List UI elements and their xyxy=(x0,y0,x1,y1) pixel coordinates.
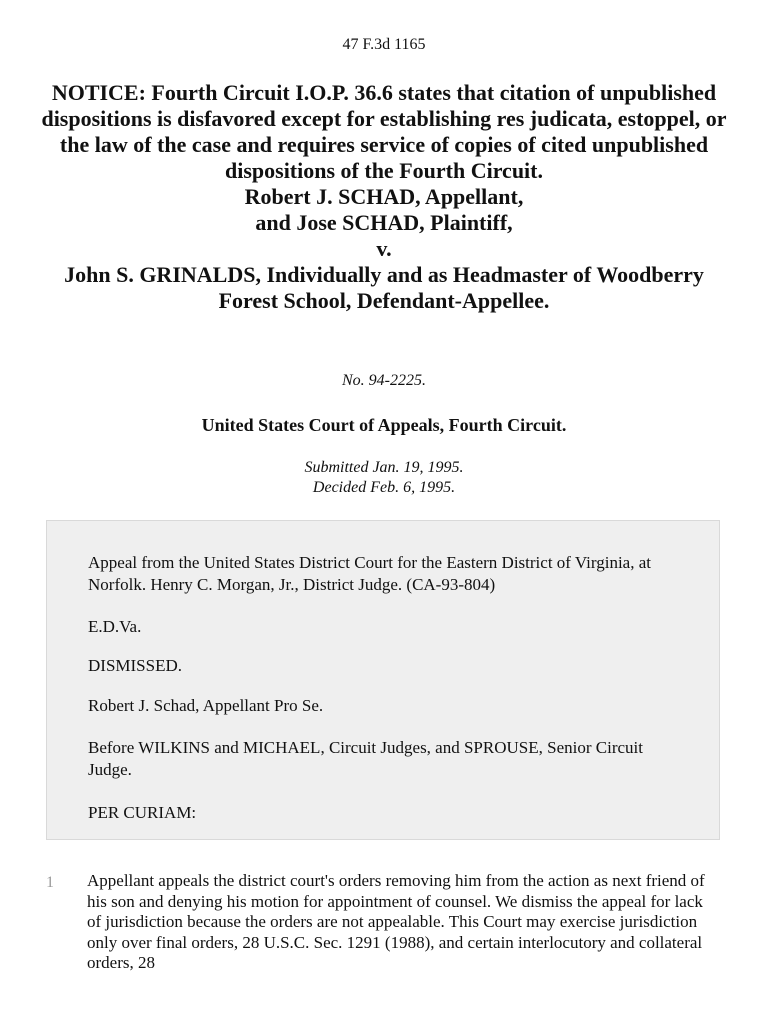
paragraph-text: Appellant appeals the district court's orders removing him from the action as next friend of his son and denying his motion for appointment of counsel. We dismiss the appeal for lack of jurisdiction because the orders are not appealable. This Court may exercise jurisdiction only over final orders, 28 U.S.C. Sec. 1291 (1988), and certain interlocutory and collateral orders, 28 xyxy=(87,871,705,972)
per-curiam-text: PER CURIAM: xyxy=(88,803,197,822)
panel-text: Before WILKINS and MICHAEL, Circuit Judges, and SPROUSE, Senior Circuit Judge. xyxy=(88,738,643,779)
docket-number: No. 94-2225. xyxy=(342,372,426,389)
party-defendant: John S. GRINALDS, Individually and as Headmaster of Woodberry Forest School, Defendant-Appellee. xyxy=(64,262,704,313)
decided-date: Decided Feb. 6, 1995. xyxy=(312,479,456,496)
paragraph-number: 1 xyxy=(46,874,54,891)
appeal-from-text: Appeal from the United States District Court for the Eastern District of Virginia, at Norfolk. Henry C. Morgan, Jr., District Judge. (CA-93-804) xyxy=(88,553,652,594)
decision-dates xyxy=(0,458,768,498)
case-summary-box xyxy=(46,520,720,840)
submitted-date: Submitted Jan. 19, 1995. xyxy=(304,459,464,476)
case-heading xyxy=(40,80,728,314)
counsel-text: Robert J. Schad, Appellant Pro Se. xyxy=(88,696,324,715)
disposition-text: DISMISSED. xyxy=(88,656,182,675)
reporter-citation: 47 F.3d 1165 xyxy=(342,36,426,53)
versus-marker: v. xyxy=(376,236,392,261)
court-name: United States Court of Appeals, Fourth Circuit. xyxy=(201,415,567,435)
party-plaintiff: and Jose SCHAD, Plaintiff, xyxy=(255,210,513,235)
unpublished-notice: NOTICE: Fourth Circuit I.O.P. 36.6 states that citation of unpublished dispositions is disfavored except for establishing res judicata, estoppel, or the law of the case and requires service of copies of cited unpublished dispositions of the Fourth Circuit. xyxy=(41,80,727,183)
district-text: E.D.Va. xyxy=(88,617,142,636)
party-appellant: Robert J. SCHAD, Appellant, xyxy=(244,184,524,209)
